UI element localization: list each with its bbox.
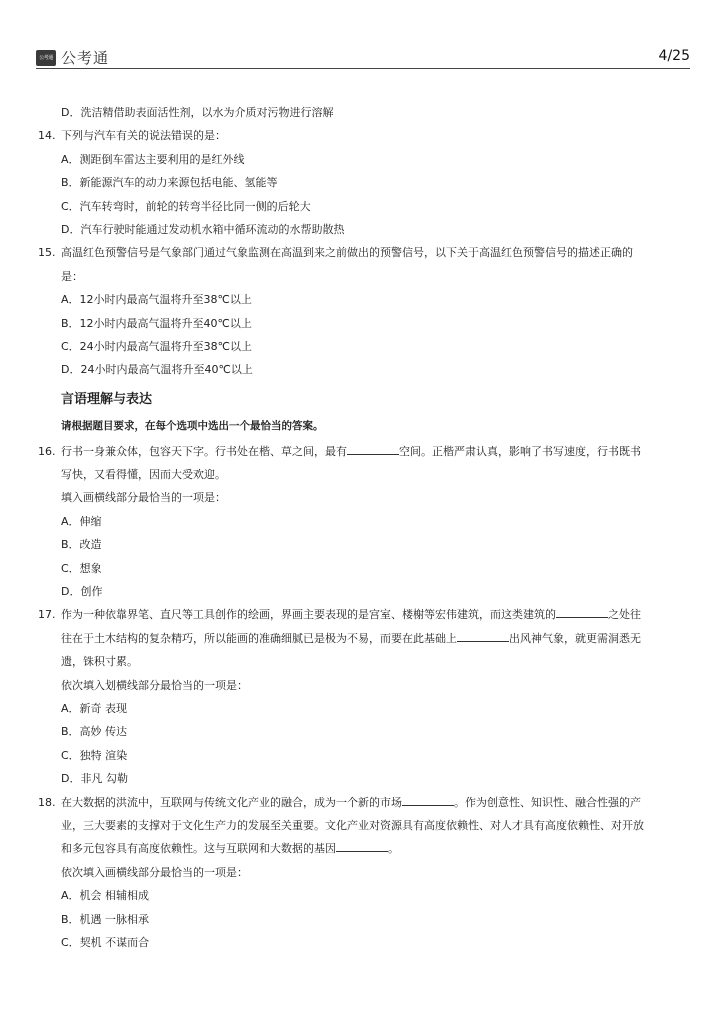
q16-option-d: D．创作 bbox=[61, 585, 103, 599]
q14-option-d: D．汽车行驶时能通过发动机水箱中循环流动的水帮助散热 bbox=[61, 222, 345, 236]
q14-stem-text: 下列与汽车有关的说法错误的是： bbox=[61, 129, 226, 143]
q14-option-a: A．测距倒车雷达主要利用的是红外线 bbox=[61, 152, 245, 166]
q16-stem bbox=[38, 440, 688, 463]
q17-stem-part-1b: 之处往 bbox=[608, 608, 641, 622]
q18-option-a: A．机会 相辅相成 bbox=[61, 889, 150, 903]
q16-stem-part-2: 写快，又看得懂，因而大受欢迎。 bbox=[61, 468, 226, 482]
q17-option-d: D．非凡 勾勒 bbox=[61, 772, 128, 786]
q14-stem bbox=[38, 124, 688, 147]
q17-number: 17. bbox=[38, 608, 56, 622]
q15-number: 15. bbox=[38, 246, 56, 260]
q16-option-a: A．伸缩 bbox=[61, 514, 102, 528]
q18-stem-part-3b: 。 bbox=[388, 842, 399, 856]
q14-option-b: B．新能源汽车的动力来源包括电能、氢能等 bbox=[61, 176, 278, 190]
page-number: 4/25 bbox=[658, 48, 690, 64]
q13-option-d: D．洗洁精借助表面活性剂，以水为介质对污物进行溶解 bbox=[61, 106, 334, 119]
fill-blank bbox=[457, 631, 509, 642]
brand-name: 公考通 bbox=[61, 49, 110, 67]
fill-blank bbox=[347, 444, 399, 455]
q16-option-c: C．想象 bbox=[61, 561, 102, 575]
q15-stem bbox=[38, 241, 688, 264]
q18-stem-part-2: 业，三大要素的支撑对于文化生产力的发展至关重要。文化产业对资源具有高度依赖性、对人才具有高度依赖性、对开放 bbox=[61, 818, 644, 832]
q18-stem-part-1a: 在大数据的洪流中，互联网与传统文化产业的融合，成为一个新的市场 bbox=[61, 795, 402, 809]
q15-option-c: C．24小时内最高气温将升至38℃以上 bbox=[61, 339, 253, 353]
q17-stem-line-2 bbox=[38, 627, 688, 650]
q18-stem-part-3a: 和多元包容具有高度依赖性。这与互联网和大数据的基因 bbox=[61, 842, 336, 856]
q17-option-c: C．独特 渲染 bbox=[61, 748, 128, 762]
q18-number: 18. bbox=[38, 795, 56, 809]
section-title: 言语理解与表达 bbox=[61, 391, 153, 407]
q18-option-b: B．机遇 一脉相承 bbox=[61, 912, 150, 926]
q18-stem-line-3 bbox=[38, 837, 688, 860]
q17-prompt: 依次填入划横线部分最恰当的一项是： bbox=[61, 678, 248, 692]
q15-stem-text-1: 高温红色预警信号是气象部门通过气象监测在高温到来之前做出的预警信号，以下关于高温红色预警信号的描述正确的 bbox=[61, 246, 633, 260]
q17-stem-part-1a: 作为一种依靠界笔、直尺等工具创作的绘画，界画主要表现的是宫室、楼榭等宏伟建筑，而这类建筑的 bbox=[61, 608, 556, 622]
section-instructions: 请根据题目要求，在每个选项中选出一个最恰当的答案。 bbox=[61, 419, 324, 432]
fill-blank bbox=[556, 607, 608, 618]
q15-option-b: B．12小时内最高气温将升至40℃以上 bbox=[61, 316, 252, 330]
fill-blank bbox=[336, 841, 388, 852]
q15-option-a: A．12小时内最高气温将升至38℃以上 bbox=[61, 293, 252, 307]
q16-stem-part-1b: 空间。正楷严肃认真，影响了书写速度，行书既书 bbox=[399, 444, 641, 458]
header-divider bbox=[36, 68, 690, 69]
q17-stem-part-3: 遗，铢积寸累。 bbox=[61, 655, 138, 669]
q18-stem bbox=[38, 791, 688, 814]
q14-option-c: C．汽车转弯时，前轮的转弯半径比同一侧的后轮大 bbox=[61, 199, 311, 213]
q18-prompt: 依次填入画横线部分最恰当的一项是： bbox=[61, 865, 248, 879]
q16-stem-part-1a: 行书一身兼众体，包容天下字。行书处在楷、草之间，最有 bbox=[61, 444, 347, 458]
q17-stem bbox=[38, 603, 688, 626]
q17-stem-part-2b: 出风神气象，就更需洞悉无 bbox=[509, 631, 641, 645]
brand-logo bbox=[36, 47, 109, 68]
q14-number: 14. bbox=[38, 129, 56, 143]
q18-stem-part-1b: 。作为创意性、知识性、融合性强的产 bbox=[454, 795, 641, 809]
q18-option-c: C．契机 不谋而合 bbox=[61, 935, 150, 949]
fill-blank bbox=[402, 795, 454, 806]
q16-number: 16. bbox=[38, 444, 56, 458]
q17-option-b: B．高妙 传达 bbox=[61, 725, 128, 739]
q17-stem-part-2a: 往在于土木结构的复杂精巧，所以能画的准确细腻已是极为不易，而要在此基础上 bbox=[61, 631, 457, 645]
q15-option-d: D．24小时内最高气温将升至40℃以上 bbox=[61, 363, 253, 377]
document-body bbox=[38, 101, 688, 954]
q17-option-a: A．新奇 表现 bbox=[61, 701, 128, 715]
logo-mark-icon: 公考通 bbox=[36, 50, 56, 66]
q16-option-b: B．改造 bbox=[61, 538, 102, 552]
page-header bbox=[36, 44, 690, 68]
q15-stem-text-2: 是： bbox=[61, 269, 83, 283]
q16-prompt: 填入画横线部分最恰当的一项是： bbox=[61, 491, 226, 505]
